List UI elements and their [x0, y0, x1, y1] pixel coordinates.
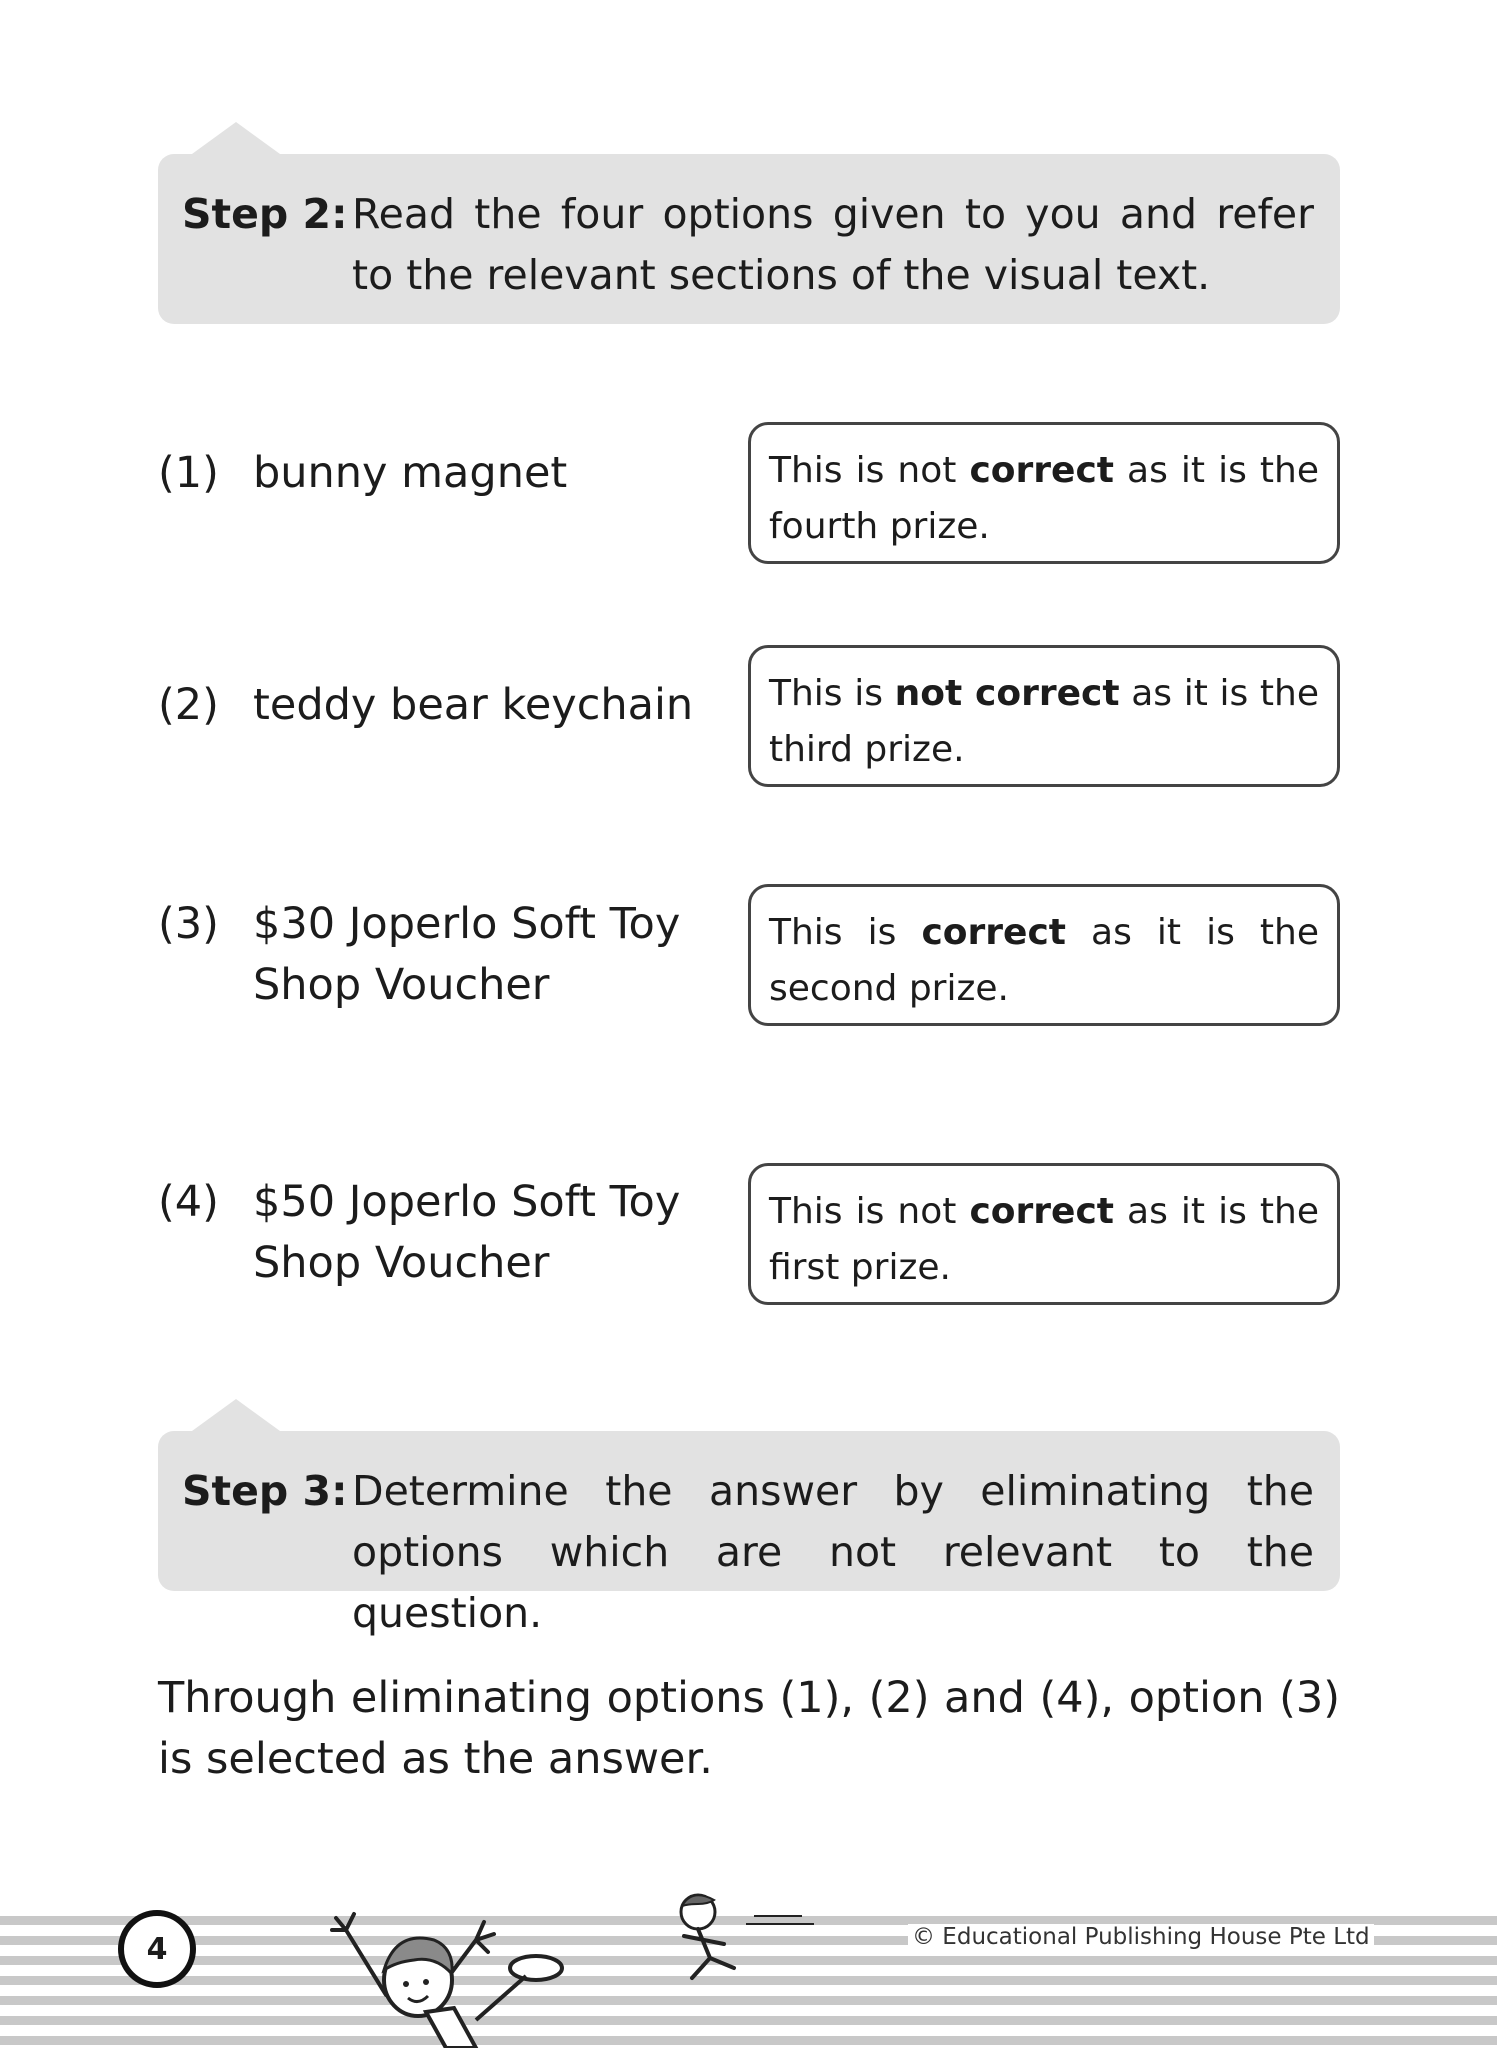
conclusion-text: Through eliminating options (1), (2) and (4), option (3) is selected as the answer. [158, 1673, 1340, 1784]
explanation-text-part: as it is the third prize. [769, 673, 1319, 770]
cheering-boy-illustration [326, 1900, 586, 2048]
explanation-box-1 [748, 422, 1340, 564]
option-text: bunny magnet [253, 448, 568, 498]
explanation-box-2 [748, 645, 1340, 787]
copyright-text: © Educational Publishing House Pte Ltd [908, 1924, 1374, 1950]
footer-stripe [0, 1996, 1497, 2005]
option-number: (1) [158, 448, 219, 498]
step-3-label: Step 3: [182, 1467, 348, 1515]
explanation-text-part: as it is the second prize. [769, 912, 1320, 1009]
running-boy-illustration [662, 1882, 822, 1992]
option-text: teddy bear keychain [253, 680, 694, 730]
option-2 [158, 675, 738, 736]
option-number: (4) [158, 1177, 219, 1227]
option-3 [158, 894, 738, 1016]
explanation-text-part: This is [769, 673, 895, 714]
explanation-bold-part: not correct [894, 673, 1120, 714]
explanation-text-part: as it is the fourth prize. [769, 450, 1320, 547]
explanation-box-3 [748, 884, 1340, 1026]
footer-stripe [0, 2016, 1497, 2025]
explanation-bold-part: correct [969, 450, 1114, 491]
explanation-box-4 [748, 1163, 1340, 1305]
step-2-text: Read the four options given to you and refer to the relevant sections of the visual text. [352, 190, 1314, 299]
page-number: 4 [118, 1910, 196, 1988]
step-3-text: Determine the answer by eliminating the options which are not relevant to the question. [352, 1467, 1314, 1637]
option-number: (3) [158, 899, 219, 949]
option-1 [158, 443, 738, 504]
option-text: $30 Joperlo Soft Toy Shop Voucher [253, 899, 681, 1010]
explanation-text-part: This is not [769, 450, 970, 491]
footer-stripe [0, 2036, 1497, 2045]
step-3-box [158, 1431, 1340, 1637]
option-4 [158, 1172, 738, 1294]
step-2-label: Step 2: [182, 190, 348, 238]
page-footer [0, 1900, 1497, 2048]
option-number: (2) [158, 680, 219, 730]
option-text: $50 Joperlo Soft Toy Shop Voucher [253, 1177, 681, 1288]
explanation-text-part: as it is the first prize. [769, 1191, 1320, 1288]
step-2-box [158, 154, 1340, 324]
explanation-text-part: This is [769, 912, 922, 953]
explanation-text-part: This is not [769, 1191, 970, 1232]
explanation-bold-part: correct [969, 1191, 1114, 1232]
explanation-bold-part: correct [921, 912, 1066, 953]
